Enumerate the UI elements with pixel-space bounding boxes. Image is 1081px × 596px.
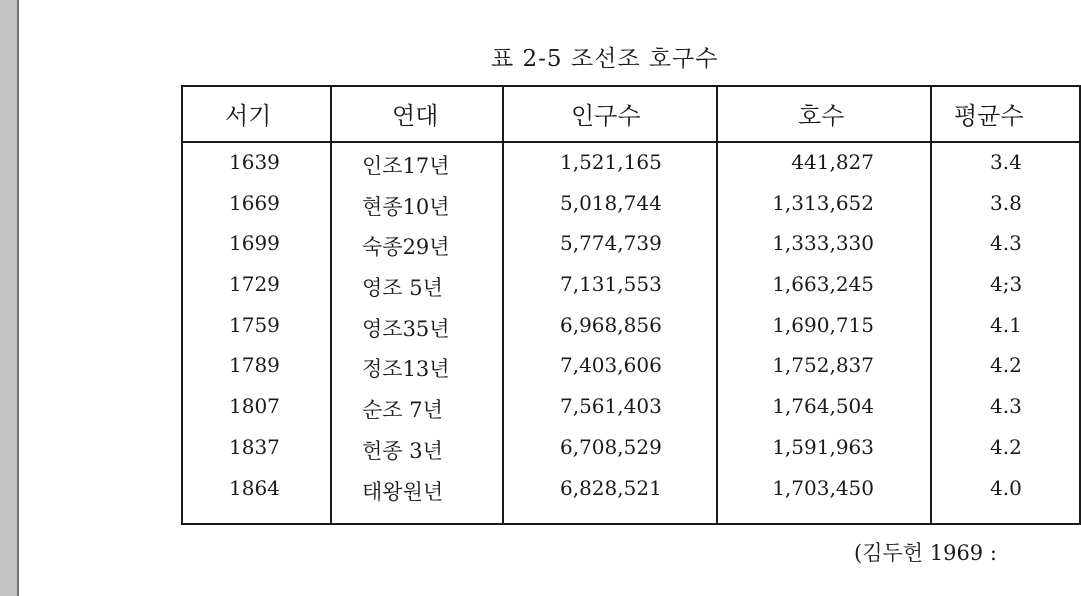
- cell-population: 1,521,165: [560, 150, 662, 174]
- cell-average: 4.2: [990, 434, 1022, 459]
- cell-era: 정조13년: [362, 357, 450, 382]
- cell-average: 4.3: [990, 394, 1022, 419]
- cell-households: 1,591,963: [772, 434, 874, 459]
- cell-year: 1837: [229, 434, 280, 459]
- cell-population: 6,708,529: [560, 434, 662, 459]
- cell-era: 태왕원년: [362, 479, 444, 504]
- cell-year: 1759: [229, 312, 280, 337]
- table-row: [21, 394, 1022, 435]
- cell-year: 1729: [229, 272, 280, 297]
- cell-households: 1,703,450: [772, 475, 874, 500]
- table-row: [21, 312, 1022, 354]
- table-row: [21, 190, 1022, 232]
- header-households: 호수: [798, 102, 845, 130]
- header-divider: [181, 141, 1081, 143]
- table-body: [21, 150, 1023, 516]
- cell-average: 3.8: [990, 190, 1022, 215]
- cell-average: 4;3: [990, 272, 1023, 297]
- table-row: [21, 150, 1022, 191]
- cell-era: 숙종29년: [362, 235, 450, 260]
- cell-year: 1864: [229, 475, 280, 500]
- header-era: 연대: [392, 102, 439, 130]
- cell-year: 1789: [229, 353, 280, 378]
- cell-households: 1,752,837: [772, 353, 874, 378]
- cell-year: 1807: [229, 394, 280, 419]
- cell-era: 영조 5년: [362, 276, 443, 301]
- table-row: [21, 231, 1022, 272]
- cell-era: 영조35년: [362, 316, 450, 341]
- cell-average: 3.4: [990, 150, 1022, 174]
- document-page: [21, 0, 1024, 596]
- cell-year: 1639: [229, 150, 280, 174]
- cell-average: 4.0: [990, 475, 1022, 500]
- table-row: [21, 434, 1022, 476]
- cell-year: 1699: [229, 231, 280, 256]
- cell-era: 인조17년: [362, 154, 450, 178]
- table-row: [21, 272, 1023, 313]
- table-row: [21, 475, 1022, 517]
- cell-households: 441,827: [791, 150, 874, 174]
- table-title: 표 2-5 조선조 호구수: [491, 46, 719, 72]
- cell-average: 4.2: [990, 353, 1022, 378]
- cell-population: 7,561,403: [560, 394, 662, 419]
- cell-households: 1,764,504: [772, 394, 874, 419]
- cell-average: 4.3: [990, 231, 1022, 256]
- header-year: 서기: [225, 102, 272, 130]
- source-citation: (김두헌 1969 :: [854, 541, 997, 565]
- cell-population: 6,828,521: [560, 475, 662, 500]
- cell-era: 헌종 3년: [362, 438, 443, 463]
- cell-households: 1,333,330: [772, 231, 874, 256]
- cell-households: 1,663,245: [772, 272, 874, 297]
- cell-era: 현종10년: [362, 194, 450, 219]
- cell-average: 4.1: [990, 312, 1022, 337]
- cell-population: 5,774,739: [560, 231, 662, 256]
- cell-era: 순조 7년: [362, 398, 443, 423]
- cell-population: 7,403,606: [560, 353, 662, 378]
- cell-population: 5,018,744: [560, 190, 662, 215]
- cell-households: 1,313,652: [772, 190, 874, 215]
- cell-households: 1,690,715: [772, 312, 874, 337]
- cell-year: 1669: [229, 190, 280, 215]
- cell-population: 6,968,856: [560, 312, 662, 337]
- header-average: 평균수: [954, 102, 1024, 130]
- scan-margin-bar: [0, 0, 19, 596]
- cell-population: 7,131,553: [560, 272, 662, 297]
- header-population: 인구수: [571, 102, 641, 130]
- table-row: [21, 353, 1022, 394]
